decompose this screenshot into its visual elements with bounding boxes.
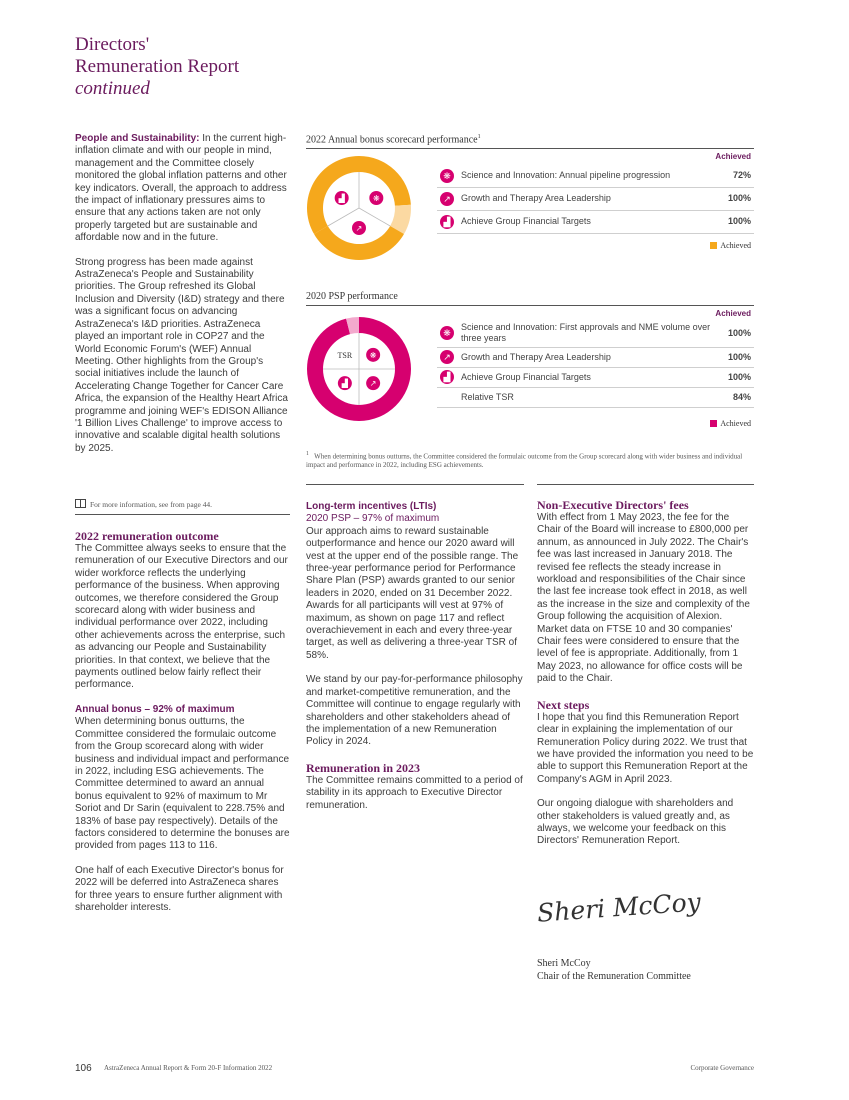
psp-row-label: Achieve Group Financial Targets <box>461 371 591 382</box>
psp-row-value: 100% <box>727 351 751 362</box>
psp-row-value: 84% <box>732 391 751 402</box>
psp-row-label: Science and Innovation: First approvals and NME volume over three years <box>461 322 711 343</box>
bonus-legend <box>710 241 751 250</box>
people-paragraph <box>75 133 290 245</box>
bonus-row-value: 100% <box>727 193 751 203</box>
signer-name: Sheri McCoy <box>537 958 591 969</box>
bonus-footnote-mark: 1 <box>477 134 481 140</box>
title-continued: continued <box>75 78 150 99</box>
ned-heading: Non-Executive Directors' fees <box>537 498 689 512</box>
rem2023-heading: Remuneration in 2023 <box>306 760 420 775</box>
psp-legend <box>710 419 751 428</box>
middle-column <box>306 501 524 824</box>
deferral-paragraph: One half of each Executive Director's bonus for 2022 will be deferred into AstraZeneca shares for three years to ensure further alignment with shareholder interests. <box>75 864 284 913</box>
signer-block <box>537 958 691 983</box>
bonus-row-label: Achieve Group Financial Targets <box>461 216 591 226</box>
dialogue-paragraph: Our ongoing dialogue with shareholders and other stakeholders is valued greatly and, as always, we welcome your feedback on this Directors' Remuneration Report. <box>537 798 734 847</box>
donut-segment-achieved <box>307 319 350 369</box>
bonus-row-label: Growth and Therapy Area Leadership <box>461 193 611 203</box>
tsr-label: TSR <box>337 350 353 360</box>
chart-footnote <box>306 450 754 470</box>
page-number: 106 <box>75 1063 92 1074</box>
signer-title: Chair of the Remuneration Committee <box>537 970 691 982</box>
psp-legend-label: Achieved <box>720 419 751 428</box>
outcome-heading: 2022 remuneration outcome <box>75 529 219 543</box>
psp-chart-title: 2020 PSP performance <box>306 291 398 302</box>
science-icon: ❋ <box>440 169 454 183</box>
title-line-2: Remuneration Report <box>75 56 240 77</box>
left-divider <box>75 514 290 515</box>
lti-heading: Long-term incentives (LTIs) <box>306 501 437 512</box>
donut-segment-achieved <box>307 156 359 234</box>
bonus-donut-chart <box>306 155 412 265</box>
psp-row-value: 100% <box>727 371 751 382</box>
outcome-paragraph: The Committee always seeks to ensure that the remuneration of our Executive Directors and our wider workforce reflects the underlying performance of the business. When approving outcomes, we therefore considered the Group scorecard along with wider business and individual performance over 2022, including other achievements across the enterprise, such as advancing our People and Sustainability priorities. In that context, we believe that the payments outlined below fairly reflect their performance. <box>75 543 288 691</box>
bonus-chart-title <box>306 134 481 145</box>
bonus-row <box>437 210 754 234</box>
bonus-row-label: Science and Innovation: Annual pipeline progression <box>461 170 671 180</box>
footer-section: Corporate Governance <box>690 1064 754 1072</box>
more-info-text: For more information, see from page 44. <box>90 500 213 509</box>
right-divider <box>537 484 754 485</box>
donut-segment-achieved <box>359 156 411 206</box>
growth-icon: ↗ <box>440 350 454 364</box>
footnote-text: When determining bonus outturns, the Committee considered the formulaic outcome from the Group scorecard along with wider business and individual impact and performance in 2022, including ESG achievements. <box>306 452 743 470</box>
bonus-achieved-header: Achieved <box>715 152 751 161</box>
finance-icon: ▟ <box>338 194 345 203</box>
psp-chart-rule <box>306 305 754 306</box>
psp-achieved-header: Achieved <box>715 309 751 318</box>
lti-subheading: 2020 PSP – 97% of maximum <box>306 513 440 525</box>
donut-segment-achieved <box>359 369 411 421</box>
psp-row <box>437 319 754 348</box>
signature: Sheri McCoy <box>536 887 702 928</box>
growth-icon: ↗ <box>440 192 454 206</box>
lti-paragraph: Our approach aims to reward sustainable outperformance and hence our 2020 award will vest at the upper end of the possible range. The three-year performance period for Performance Share Plan (PSP) awards granted to our senior leaders in 2020, ended on 31 December 2022. Awards for all participants will vest at 97% of maximum, as shown on page 117 and reflect overachievement in each and every three-year target, as well as delivering a three-year TSR of 58%. <box>306 525 519 661</box>
donut-segment-achieved <box>359 317 411 369</box>
bonus-table <box>437 150 754 250</box>
science-icon: ❋ <box>440 326 454 340</box>
bonus-row-value: 100% <box>727 216 751 226</box>
bonus-row-value: 72% <box>732 170 751 180</box>
bonus-heading: Annual bonus – 92% of maximum <box>75 703 235 715</box>
bonus-legend-label: Achieved <box>720 241 751 250</box>
donut-segment-achieved <box>307 369 359 421</box>
title-line-1: Directors' <box>75 34 150 55</box>
psp-row-label: Growth and Therapy Area Leadership <box>461 351 611 362</box>
next-steps-heading: Next steps <box>537 697 590 712</box>
mid-divider <box>306 484 524 485</box>
growth-icon: ↗ <box>369 379 377 389</box>
people-lead: People and Sustainability: <box>75 133 200 144</box>
left-column <box>75 133 290 467</box>
finance-icon: ▟ <box>440 215 454 229</box>
science-icon: ❋ <box>372 194 380 203</box>
bonus-paragraph: When determining bonus outturns, the Committee considered the formulaic outcome from the Group scorecard along with wider business and individual impact and performance in 2022, including ESG achievements. The Committee determined to award an annual bonus equivalent to 92% of maximum to Mr Soriot and Dr Sarin (equivalent to 228.75% and 183% of base pay respectively). Details of the factors considered to determine the bonuses are provided from pages 113 to 116. <box>75 716 290 852</box>
progress-paragraph: Strong progress has been made against AstraZeneca's People and Sustainability priorities. The Group refreshed its Global Inclusion and Diversity (I&D) strategy and there was a significant focus on advancing AstraZeneca's I&D priorities. AstraZeneca played an important role in COP27 and the World Economic Forum's (WEF) Annual Meeting. Other highlights from the Group's social initiatives include the launch of Accelerating Change Together for Cancer Care Africa, the expansion of the Healthy Heart Africa programme and joining WEF's EDISON Alliance '1 Billion Lives Challenge' to improve access to innovative and scalable digital health solutions by 2025. <box>75 256 288 454</box>
next-steps-paragraph: I hope that you find this Remuneration Report clear in explaining the implementation of our Remuneration Policy during 2022. We trust that we have provided the information you need to be able to support this Remuneration Report at the Company's AGM in April 2023. <box>537 711 754 785</box>
ned-paragraph: With effect from 1 May 2023, the fee for the Chair of the Board will increase to £800,000 per annum, as announced in July 2022. The Chair's fee was last increased in January 2018. The revised fee reflects the steady increase in workload and responsibilities of the Chair since the last fee increase took effect in 2018, as well as the increase in the size and complexity of the Group following the acquisition of Alexion. Market data on FTSE 10 and 30 companies' Chair fees were considered to ensure that the level of fee is appropriate. Additionally, from 1 May 2023, no allowance for office costs will be paid to the Chair. <box>537 512 750 685</box>
psp-row-value: 100% <box>727 327 751 338</box>
bonus-row <box>437 164 754 188</box>
finance-icon: ▟ <box>341 379 348 389</box>
psp-legend-swatch <box>710 420 717 427</box>
psp-table <box>437 307 754 432</box>
page-title <box>75 34 239 100</box>
growth-icon: ↗ <box>355 224 363 233</box>
bonus-chart-title-text: 2022 Annual bonus scorecard performance <box>306 134 478 146</box>
left-column-lower <box>75 529 290 926</box>
psp-row <box>437 367 754 388</box>
finance-icon: ▟ <box>440 370 454 384</box>
rem2023-paragraph: The Committee remains committed to a period of stability in its approach to Executive Director remuneration. <box>306 774 523 811</box>
bonus-chart-rule <box>306 148 754 149</box>
more-info-link[interactable] <box>75 499 212 509</box>
footnote-mark: 1 <box>306 451 309 457</box>
bonus-row <box>437 187 754 211</box>
right-column <box>537 498 754 860</box>
donut-gap <box>404 234 405 235</box>
book-icon <box>75 499 86 508</box>
science-icon: ❋ <box>369 350 377 360</box>
psp-row <box>437 387 754 408</box>
psp-donut-chart <box>306 316 412 426</box>
people-text: In the current high-inflation climate and with our people in mind, management and the Committee closely monitored the global inflation patterns and other key indicators. Overall, the approach to address the impact of inflationary pressures aims to ensure that any actions taken are not only properly targeted but are sustainable and affordable now and in the future. <box>75 133 287 244</box>
psp-row-label: Relative TSR <box>461 391 514 402</box>
stand-paragraph: We stand by our pay-for-performance philosophy and market-competitive remuneration, and the Committee will continue to engage regularly with shareholders and other stakeholders ahead of the implementation of a new Remuneration Policy in 2024. <box>306 674 523 748</box>
psp-row <box>437 347 754 368</box>
bonus-legend-swatch <box>710 242 717 249</box>
donut-gap <box>313 234 314 235</box>
footer-publication: AstraZeneca Annual Report & Form 20-F Information 2022 <box>104 1064 273 1072</box>
